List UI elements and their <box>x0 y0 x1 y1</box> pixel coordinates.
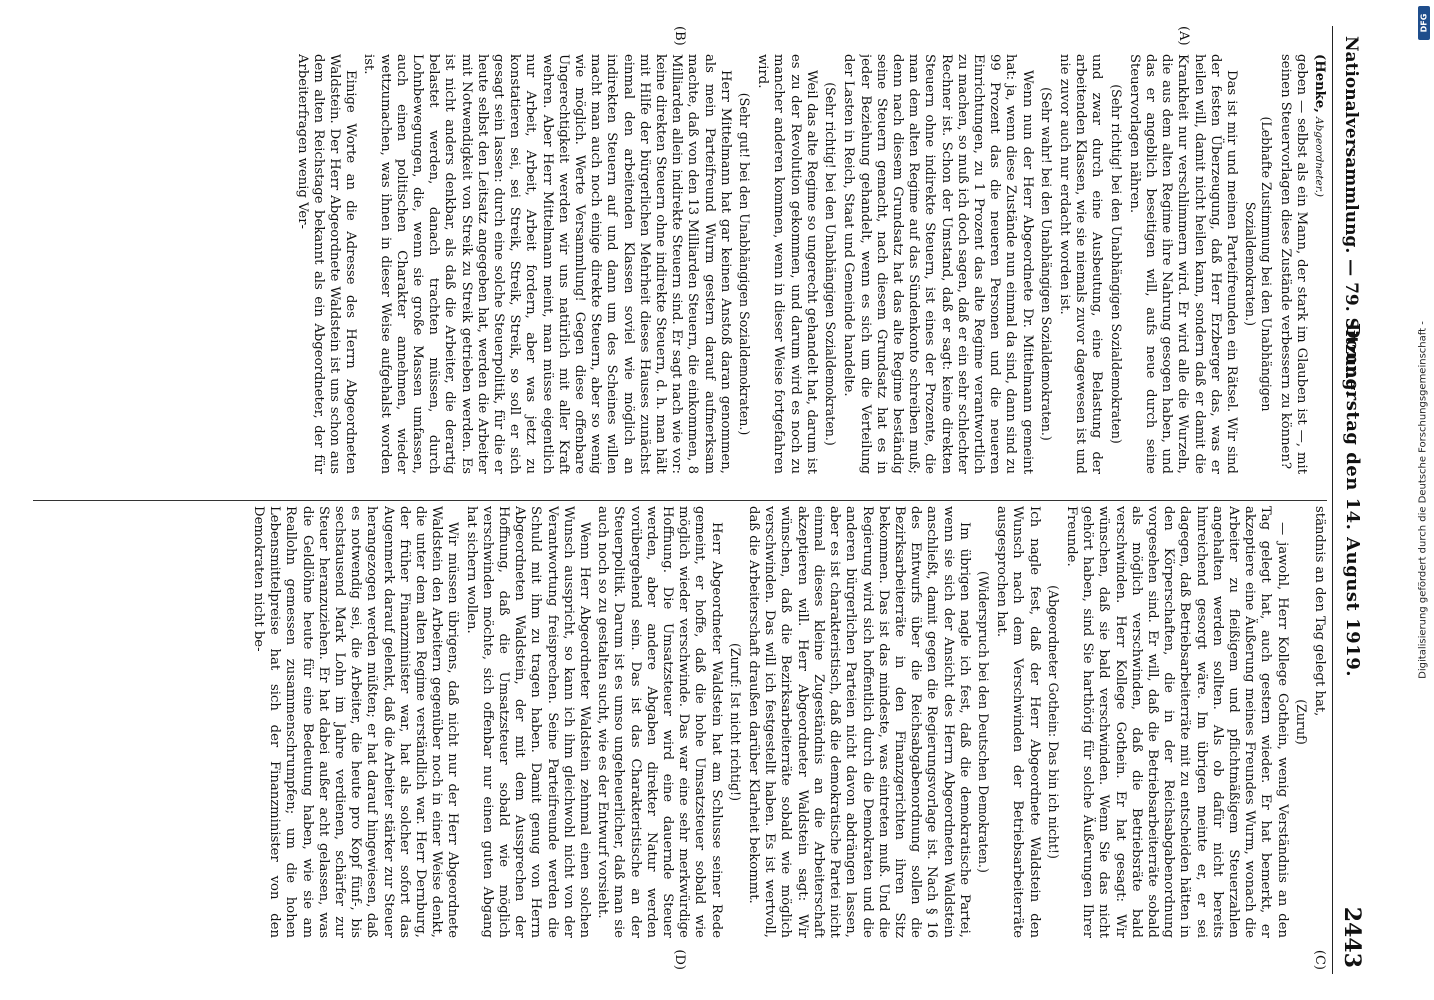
dfg-logo-text: DFG <box>1419 13 1429 33</box>
text-columns <box>33 26 1327 974</box>
margin-marker-d: (D) <box>672 949 687 970</box>
interjection: (Sehr wahr! bei den Unabhängigen Sozialdemokraten.) <box>1038 87 1054 441</box>
dfg-logo <box>1418 6 1430 40</box>
header-left: Nationalversammlung. — 79. Sitzung. <box>1341 36 1361 397</box>
paragraph: und zwar durch eine Ausbeutung, eine Belastung der arbeitenden Klassen, wie sie niemals zuvor dagewesen ist und nie zuvor auch nur erdacht worden ist. <box>1056 54 1105 474</box>
paragraph: — jawohl, Herr Kollege Gothein, wenig Verständnis an den Tag gelegt hat, auch gestern wieder. Er hat bemerkt, er akzeptiere eine Äußerung meines Freundes Wurm, wonach die Arbeiter zu fleißigem und pflichtmäßigem Steuerzahlen angehalten werden sollten. Als ob dafür nicht bereits hinreichend gesorgt wäre. Im übrigen meinte er, er sei dagegen, daß Betriebsarbeiterräte mit zu entscheiden hätten in den Körperschaften, die in der Reichsabgabenordnung vorgesehen sind. Er will, daß die Betriebsarbeiterräte sobald als möglich verschwinden, daß die Betriebsräte bald verschwinden. Herr Kollege Gothein. Er hat gesagt: Wir wünschen, daß sie bald verschwinden. Wenn Sie das nicht gehört haben, sind Sie harthörig für solche Äußerungen Ihrer Freunde. <box>1063 506 1290 938</box>
margin-marker-a: (A) <box>1176 26 1191 46</box>
header-rule <box>1332 26 1333 974</box>
page-number: 2443 <box>1339 906 1365 968</box>
header-date: Donnerstag den 14. August 1919. <box>1342 323 1363 677</box>
speaker-role: Abgeordneter.) <box>1313 117 1325 198</box>
paragraph: Einige Worte an die Adresse des Herrn Abgeordneten Waldstein. Der Herr Abgeordnete Waldstein ist uns schon aus dem alten Reichstage bekannt als ein Abgeordneter, der für Arbeiterfragen wenig Ver- <box>294 54 359 474</box>
digitization-credit <box>1412 0 1434 1000</box>
paragraph: Wenn nun der Herr Abgeordnete Dr. Mittelmann gemeint hat: ja, wenn diese Zustände nun einmal da sind, dann sind zu 99 Prozent das die neueren Personen und die neueren Einrichtungen, zu 1 Prozent das alte Regime verantwortlich zu machen, so muß ich doch sagen, daß er ein sehr schlechter Rechner ist. Schon der Umstand, daß er sagt: keine direkten Steuern ohne indirekte Steuern, ist eines der Prozente, die man dem alten Regime auf das Sündenkonto schreiben muß; denn nach diesem Grundsatz hat das alte Regime beständig seine Steuern gemacht, nach diesem Grundsatz hat es in jeder Beziehung gehandelt, wenn es sich um die Verteilung der Lasten in Reich, Staat und Gemeinde handelte. <box>841 54 1035 474</box>
interjection: (Sehr gut! bei den Unabhängigen Sozialdemokraten.) <box>737 92 753 436</box>
paragraph: geben — selbst als ein Mann, der stark im Glauben ist —, mit seinen Steuervorlagen diese Zustände verbessern zu können? <box>1277 54 1309 474</box>
left-column <box>33 54 1327 474</box>
interjection: (Abgeordneter Gothein: Das bin ich nicht!) <box>1045 585 1061 859</box>
interjection: (Widerspruch bei den Deutschen Demokraten.) <box>975 571 991 873</box>
paragraph: Herr Mittelmann hat gar keinen Anstoß daran genommen, als mein Parteifreund Wurm gestern darauf aufmerksam machte, daß von den 13 Milliarden Steuern, die einkommen, 8 Milliarden allein indirekte Steuern sind. Er sagt nach wie vor: keine direkten Steuern ohne indirekte Steuern, d. h. man hält mit Hilfe der bürgerlichen Mehrheit dieses Hauses zunächst einmal den arbeitenden Klassen soviel wie möglich an indirekten Steuern auf und dann um des Scheines willen macht man auch noch einige direkte Steuern, aber so wenig wie möglich. Werte Versammlung! Gegen diese offenbare Ungerechtigkeit werden wir uns natürlich mit aller Kraft wehren. Aber Herr Mittelmann meint, man müsse eigentlich nur Arbeit, Arbeit, Arbeit fordern, aber was jetzt zu konstatieren sei, sei Streik, Streik, Streik, so soll er sich gesagt sein lassen: durch eine solche Steuerpolitik, für die er heute selbst den Leitsatz angegeben hat, werden die Arbeiter mit Notwendigkeit von Streik zu Streik getrieben werden. Es ist nicht anders denkbar, als daß die Arbeiter, die derartig belastet werden, danach trachten müssen, durch Lohnbewegungen, die, wenn sie große Massen umfassen, auch einen politischen Charakter annehmen, wieder wettzumachen, was ihnen in dieser Weise aufgehalst worden ist. <box>361 54 733 474</box>
credit-text: Digitalisierung gefördert durch die Deutsche Forschungsgemeinschaft - <box>1417 321 1429 679</box>
margin-marker-b: (B) <box>672 26 687 46</box>
paragraph: Herr Abgeordneter Waldstein hat am Schlusse seiner Rede gemeint, er hoffe, daß die hohe Umsatzsteuer sobald wie möglich wieder verschwinde. Das war eine sehr merkwürdige Hoffnung. Die Umsatzsteuer wird eine dauernde Steuer werden, aber andere Abgaben direkter Natur werden vorübergehend sein. Das ist das Charakteristische an der Steuerpolitik. Darum ist es umso ungeheuerlicher, daß man sie auch noch so zu gestalten sucht, wie es der Entwurf vorsieht. <box>595 506 724 938</box>
interjection: (Sehr richtig! bei den Unabhängigen Sozialdemokraten) <box>1108 84 1124 444</box>
paragraph: Wenn Herr Abgeordneter Waldstein zehnmal einen solchen Wunsch ausspricht, so kann ich ihm gleichwohl nicht von der Verantwortung freisprechen. Seine Parteifreunde werden die Schuld mit ihm zu tragen haben. Damit genug von Herrn Abgeordneten Waldstein, der mit dem Aussprechen der Hoffnung, daß die Umsatzsteuer sobald wie möglich verschwinden möchte, sich offenbar nur einen guten Abgang hat sichern wollen. <box>463 506 593 938</box>
paragraph: Im übrigen nagle ich fest, daß die demokratische Partei, wenn sie sich der Ansicht des Herrn Abgeordneten Waldstein anschließt, damit gegen die Regierungsvorlage ist. Nach § 16 des Entwurfs über die Reichsabgabenordnung sollen die Bezirksarbeiterräte in den Finanzgerichten ihren Sitz bekommen. Das ist das mindeste, was eintreten muß. Und die Regierung wird sich hoffentlich durch die Demokraten und die anderen bürgerlichen Parteien nicht davon abdrängen lassen, aber es ist charakteristisch, daß die demokratische Partei nicht einmal dieses kleine Zugeständnis an die Arbeiterschaft akzeptieren will. Herr Abgeordneter Waldstein sagt: Wir wünschen, daß die Bezirksarbeiterräte sobald wie möglich verschwinden. Das will ich festgestellt haben. Es ist wertvoll, daß die Arbeiterschaft draußen darüber Klarheit bekommt. <box>746 506 972 938</box>
paragraph: ständnis an den Tag gelegt hat, <box>1312 506 1327 717</box>
paragraph: Ich nagle fest, daß der Herr Abgeordnete Waldstein den Wunsch nach dem Verschwinden der Betriebsarbeiterräte ausgesprochen hat. <box>994 506 1042 938</box>
paragraph: Das ist mir und meinen Parteifreunden ein Rätsel. Wir sind der festen Überzeugung, daß Herr Erzberger das, was er heilen will, damit nicht heilen kann, sondern daß er damit die Krankheit nur verschlimmern wird. Er wird alle die Wurzeln, die aus dem alten Regime ihre Nahrung gesogen haben, und das er angeblich beseitigen will, aufs neue durch seine Steuervorlagen nähren. <box>1126 54 1239 474</box>
column-divider <box>33 500 1327 501</box>
interjection: (Zuruf: Ist nicht richtig!) <box>727 642 743 802</box>
interjection: (Zuruf) <box>1293 699 1309 745</box>
paragraph: Weil das alte Regime so ungerecht gehandelt hat, darum ist es zu der Revolution gekommen, und darum wird es noch zu mancher anderen kommen, wenn in dieser Weise fortgefahren wird. <box>755 54 819 474</box>
paragraph: Wir müssen übrigens, daß nicht nur der Herr Abgeordnete Waldstein den Arbeitern gegenüber noch in einer Weise denkt, die unter dem alten Regime verständlich war. Herr Dernburg, der früher Finanzminister war, hat als solcher sofort das Augenmerk darauf gelenkt, daß die Arbeiter stärker zur Steuer herangezogen werden müßten; er hat darauf hingewiesen, daß es notwendig sei, die Arbeiter, die heute pro Kopf fünf-, bis sechstausend Mark Lohn im Jahre verdienen, schärfer zur Steuer heranzuziehen. Er hat dabei außer acht gelassen, was die Geldlöhne heute für eine Bedeutung haben, wie sie am Reallohn gemessen zusammenschrumpfen; um die hohen Lebensmittelpreise hat sich der Finanzminister von den Demokraten nicht be- <box>251 506 461 938</box>
speaker-line <box>1311 54 1327 474</box>
running-head <box>1333 26 1367 974</box>
interjection: (Lebhafte Zustimmung bei den Unabhängigen Sozialdemokraten.) <box>1243 116 1275 412</box>
margin-marker-c: (C) <box>1312 949 1327 970</box>
interjection: (Sehr richtig! bei den Unabhängigen Sozialdemokraten.) <box>823 82 839 446</box>
right-column <box>33 506 1327 938</box>
speaker-name: (Henke, <box>1312 54 1327 113</box>
